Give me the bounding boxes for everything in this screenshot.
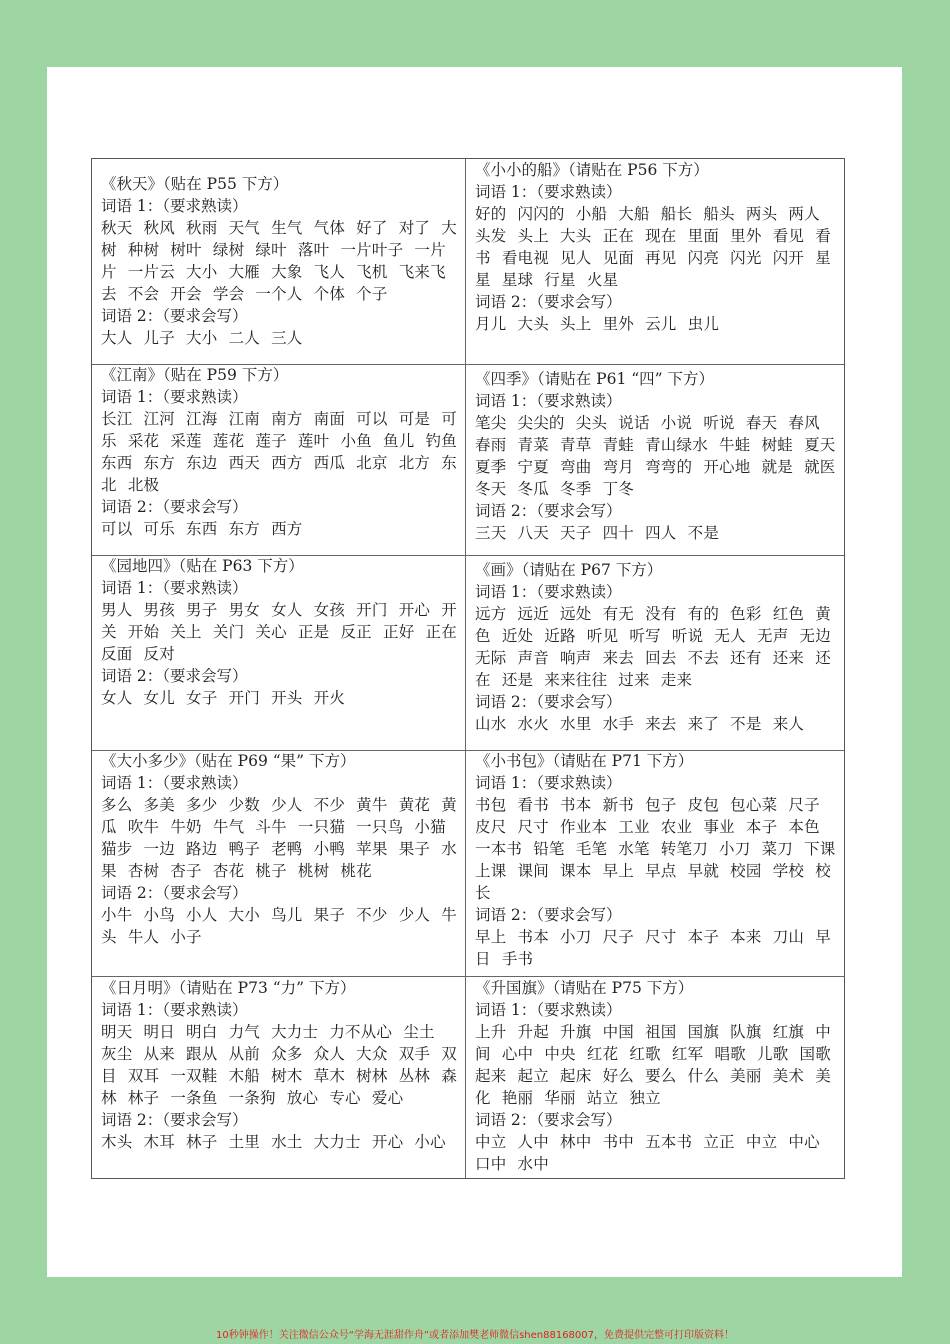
section-big-small — [101, 750, 459, 974]
section-words-read: 明天 明日 明白 力气 大力士 力不从心 尘土 灰尘 从来 跟从 从前 众多 众人 大众 双手 双目 双耳 一双鞋 木船 树木 草木 树林 丛林 森林 林子 一条鱼 一条狗 放心 专心 爱心 — [101, 1023, 457, 1107]
section-words-write: 三天 八天 天子 四十 四人 不是 — [475, 524, 720, 542]
section-words-read: 秋天 秋风 秋雨 天气 生气 气体 好了 对了 大树 种树 树叶 绿树 绿叶 落叶 一片叶子 一片片 一片云 大小 大雁 大象 飞人 飞机 飞来飞去 不会 开会 学会 一个人 个体 个子 — [101, 219, 457, 303]
section-label-write: 词语 2：（要求会写） — [475, 693, 622, 711]
section-label-write: 词语 2：（要求会写） — [475, 906, 622, 924]
section-label-read: 词语 1：（要求熟读） — [475, 392, 622, 410]
section-words-write: 木头 木耳 林子 土里 水土 大力士 开心 小心 — [101, 1133, 446, 1151]
section-label-write: 词语 2：（要求会写） — [475, 502, 622, 520]
section-words-read: 好的 闪闪的 小船 大船 船长 船头 两头 两人 头发 头上 大头 正在 现在 里面 里外 看见 看书 看电视 见人 见面 再见 闪亮 闪光 闪开 星星 星球 行星 火星 — [475, 205, 831, 289]
section-words-read: 远方 远近 远处 有无 没有 有的 色彩 红色 黄色 近处 近路 听见 听写 听说 无人 无声 无边无际 声音 响声 来去 回去 不去 还有 还来 还在 还是 来来往往 过来 走来 — [475, 605, 831, 689]
section-label-read: 词语 1：（要求熟读） — [475, 183, 622, 201]
section-title: 《小小的船》（请贴在 P56 下方） — [475, 161, 709, 179]
section-title: 《日月明》（请贴在 P73 “力” 下方） — [101, 979, 356, 997]
section-label-write: 词语 2：（要求会写） — [475, 1111, 622, 1129]
section-words-read: 男人 男孩 男子 男女 女人 女孩 开门 开心 开关 开始 关上 关门 关心 正是 反正 正好 正在 反面 反对 — [101, 601, 457, 663]
section-words-write: 中立 人中 林中 书中 五本书 立正 中立 中心 口中 水中 — [475, 1133, 820, 1173]
section-words-write: 月儿 大头 头上 里外 云儿 虫儿 — [475, 315, 720, 333]
section-title: 《秋天》（贴在 P55 下方） — [101, 175, 289, 193]
section-label-write: 词语 2：（要求会写） — [101, 667, 248, 685]
section-title: 《画》（请贴在 P67 下方） — [475, 561, 663, 579]
section-garden-four — [101, 555, 459, 748]
section-title: 《四季》（请贴在 P61 “四” 下方） — [475, 370, 715, 388]
section-label-read: 词语 1：（要求熟读） — [475, 583, 622, 601]
section-four-seasons — [475, 368, 839, 552]
section-school-bag — [475, 750, 839, 974]
section-title: 《小书包》（请贴在 P71 下方） — [475, 752, 694, 770]
section-title: 《园地四》（贴在 P63 下方） — [101, 557, 304, 575]
section-label-write: 词语 2：（要求会写） — [101, 884, 248, 902]
section-label-write: 词语 2：（要求会写） — [475, 293, 622, 311]
section-words-write: 小牛 小鸟 小人 大小 鸟儿 果子 不少 少人 牛头 牛人 小子 — [101, 906, 457, 946]
section-words-write: 早上 书本 小刀 尺子 尺寸 本子 本来 刀山 早日 手书 — [475, 928, 831, 968]
section-words-read: 书包 看书 书本 新书 包子 皮包 包心菜 尺子 皮尺 尺寸 作业本 工业 农业 事业 本子 本色 一本书 铅笔 毛笔 水笔 转笔刀 小刀 菜刀 下课 上课 课间 课本 早上 早点 早就 校园 学校 校长 — [475, 796, 836, 902]
section-words-read: 笔尖 尖尖的 尖头 说话 小说 听说 春天 春风 春雨 青菜 青草 青蛙 青山绿水 牛蛙 树蛙 夏天 夏季 宁夏 弯曲 弯月 弯弯的 开心地 就是 就医 冬天 冬瓜 冬季 丁冬 — [475, 414, 836, 498]
section-title: 《升国旗》（请贴在 P75 下方） — [475, 979, 694, 997]
section-title: 《大小多少》（贴在 P69 “果” 下方） — [101, 752, 356, 770]
section-words-read: 上升 升起 升旗 中国 祖国 国旗 队旗 红旗 中间 心中 中央 红花 红歌 红军 唱歌 儿歌 国歌 起来 起立 起床 好么 要么 什么 美丽 美术 美化 艳丽 华丽 站立 独立 — [475, 1023, 831, 1107]
section-words-write: 大人 儿子 大小 二人 三人 — [101, 329, 303, 347]
section-label-read: 词语 1：（要求熟读） — [101, 388, 248, 406]
section-label-read: 词语 1：（要求熟读） — [101, 579, 248, 597]
section-sun-moon — [101, 977, 459, 1177]
section-label-read: 词语 1：（要求熟读） — [475, 1001, 622, 1019]
section-painting — [475, 559, 839, 748]
section-flag-raising — [475, 977, 839, 1177]
section-label-read: 词语 1：（要求熟读） — [475, 774, 622, 792]
promo-footer: 10秒钟操作！关注微信公众号“学海无涯甜作舟”或者添加樊老师微信shen88168007，免费提供完整可打印版资料！ — [215, 1330, 735, 1341]
section-little-boat — [475, 159, 839, 361]
section-title: 《江南》（贴在 P59 下方） — [101, 366, 289, 384]
column-divider — [465, 159, 466, 1178]
vocabulary-table — [91, 158, 845, 1179]
section-label-read: 词语 1：（要求熟读） — [101, 774, 248, 792]
section-autumn — [101, 173, 459, 361]
section-words-write: 山水 水火 水里 水手 来去 来了 不是 来人 — [475, 715, 805, 733]
section-label-write: 词语 2：（要求会写） — [101, 1111, 248, 1129]
section-label-read: 词语 1：（要求熟读） — [101, 1001, 248, 1019]
section-label-write: 词语 2：（要求会写） — [101, 307, 248, 325]
section-words-write: 可以 可乐 东西 东方 西方 — [101, 520, 303, 538]
section-label-read: 词语 1：（要求熟读） — [101, 197, 248, 215]
section-label-write: 词语 2：（要求会写） — [101, 498, 248, 516]
section-words-write: 女人 女儿 女子 开门 开头 开火 — [101, 689, 346, 707]
section-words-read: 长江 江河 江海 江南 南方 南面 可以 可是 可乐 采花 采莲 莲花 莲子 莲叶 小鱼 鱼儿 钓鱼 东西 东方 东边 西天 西方 西瓜 北京 北方 东北 北极 — [101, 410, 457, 494]
section-jiangnan — [101, 364, 459, 552]
section-words-read: 多么 多美 多少 少数 少人 不少 黄牛 黄花 黄瓜 吹牛 牛奶 牛气 斗牛 一只猫 一只鸟 小猫 猫步 一边 路边 鸭子 老鸭 小鸭 苹果 果子 水果 杏树 杏子 杏花 桃子 桃树 桃花 — [101, 796, 457, 880]
